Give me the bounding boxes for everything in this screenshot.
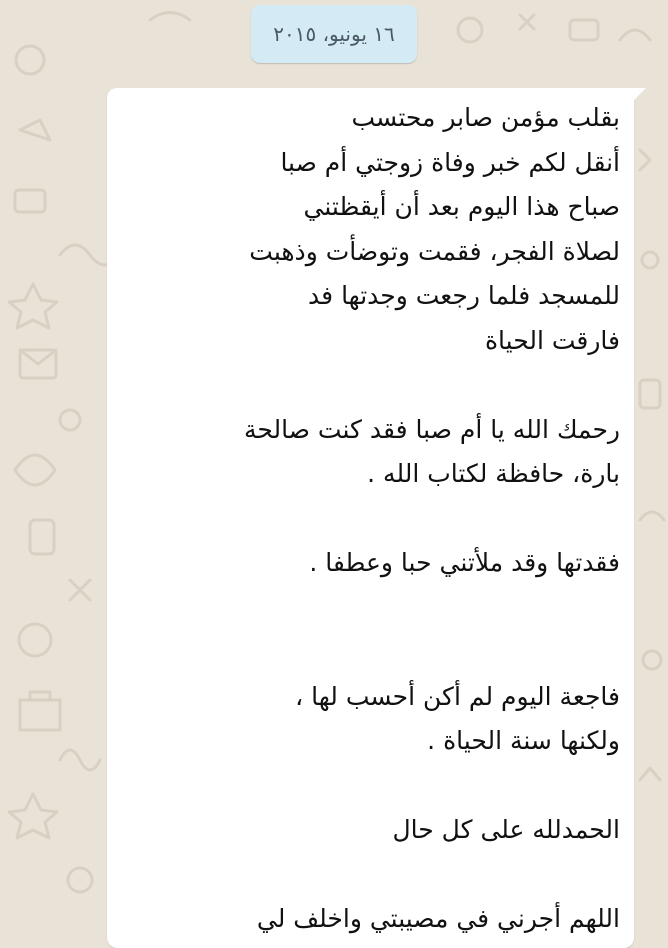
message-line: أنقل لكم خبر وفاة زوجتي أم صبا <box>280 147 620 177</box>
message-line <box>120 764 620 809</box>
message-line <box>120 363 620 408</box>
message-line: بارة، حافظة لكتاب الله . <box>367 459 620 488</box>
message-line: رحمك الله يا أم صبا فقد كنت صالحة <box>243 414 620 444</box>
message-line: اللهم أجرني في مصيبتي واخلف لي <box>256 904 620 933</box>
message-line: الحمدلله على كل حال <box>392 815 620 844</box>
message-line: فقدتها وقد ملأتني حبا وعطفا . <box>309 548 620 577</box>
message-line <box>120 630 620 675</box>
message-text <box>120 96 620 942</box>
message-line: بقلب مؤمن صابر محتسب <box>351 103 620 132</box>
message-line: لصلاة الفجر، فقمت وتوضأت وذهبت <box>249 236 620 266</box>
date-separator <box>251 5 417 63</box>
message-line <box>120 853 620 898</box>
date-separator-label: ١٦ يونيو، ٢٠١٥ <box>273 22 395 46</box>
message-line <box>120 586 620 631</box>
message-line: فارقت الحياة <box>484 325 620 355</box>
message-line: ولكنها سنة الحياة . <box>427 726 620 755</box>
message-line: للمسجد فلما رجعت وجدتها فد <box>308 281 620 310</box>
message-line: صباح هذا اليوم بعد أن أيقظتني <box>303 192 620 221</box>
message-bubble[interactable] <box>107 88 634 948</box>
message-line <box>120 497 620 542</box>
message-line: فاجعة اليوم لم أكن أحسب لها ، <box>295 681 620 711</box>
message-bubble-tail <box>630 88 646 104</box>
